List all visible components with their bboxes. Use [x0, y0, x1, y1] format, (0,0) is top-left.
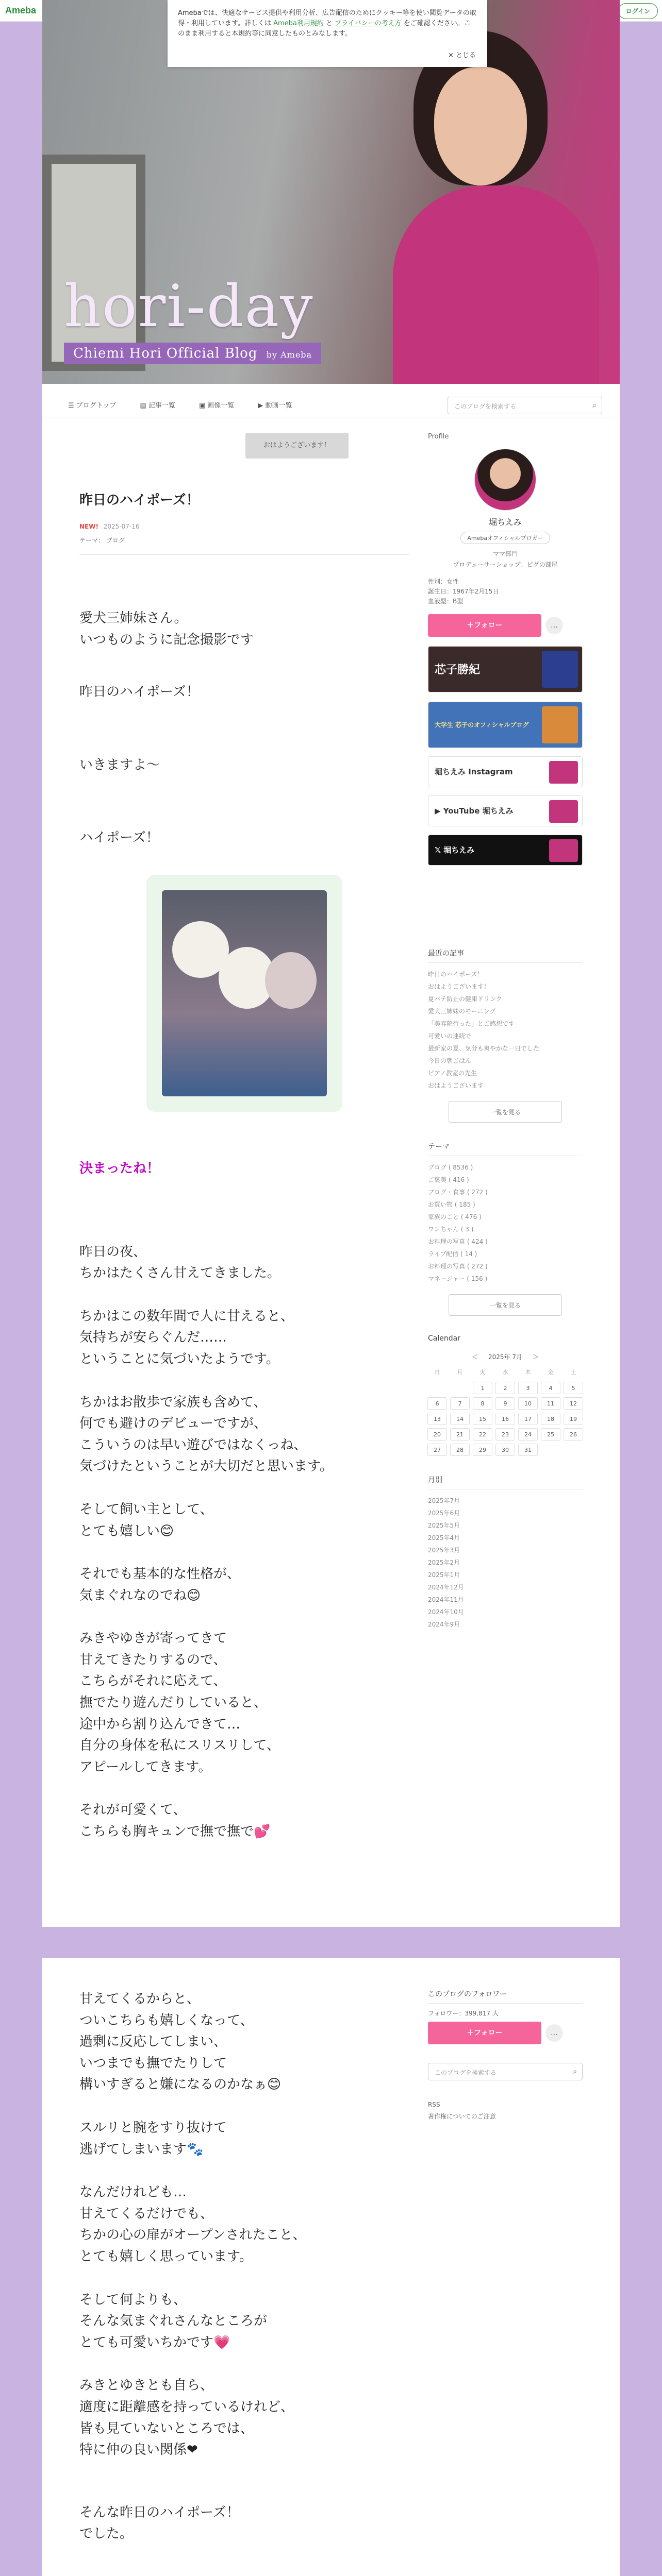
calendar-day[interactable]: 12: [564, 1397, 583, 1410]
terms-link[interactable]: Ameba利用規約: [273, 20, 324, 28]
sidebar-banner-instagram[interactable]: 堀ちえみ Instagram: [428, 756, 583, 787]
entry-paragraph: そして何よりも、 そんな気まぐれさんなところが とても可愛いちかです💗: [79, 2292, 268, 2350]
theme-link[interactable]: ブログ ( 8536 ): [428, 1163, 473, 1171]
calendar-day[interactable]: 2: [495, 1382, 515, 1394]
theme-link[interactable]: 家族のこと ( 476 ): [428, 1213, 482, 1221]
entry-paragraph: そんな昨日のハイポーズ！ でした。: [79, 2504, 240, 2542]
blog-title[interactable]: hori-day: [64, 273, 314, 340]
archive-link[interactable]: 2024年12月: [428, 1583, 464, 1591]
theme-section: [428, 1141, 583, 1316]
calendar-weekday: 木: [525, 1368, 531, 1376]
calendar-weekday: 土: [570, 1368, 576, 1376]
entry-paragraph: 甘えてくるからと、 ついこちらも嬉しくなって、 過剰に反応してしまい、 いつまでも撫でたりして 構いすぎると嫌になるのかなぁ😊: [79, 1991, 282, 2093]
calendar-day[interactable]: 29: [473, 1444, 492, 1456]
archive-section: [428, 1475, 583, 1631]
entry-list-link[interactable]: ▤ 記事一覧: [140, 402, 175, 410]
entry-body-continued: [79, 1989, 409, 2545]
recent-entry-link[interactable]: 愛犬三姉妹のモーニング: [428, 1007, 496, 1015]
calendar-day[interactable]: 4: [541, 1382, 560, 1394]
entry-paragraph: いきますよ〜: [79, 757, 160, 773]
calendar-day[interactable]: 23: [495, 1428, 515, 1440]
recent-entry-link[interactable]: 今日の朝ごはん: [428, 1057, 472, 1064]
calendar-day[interactable]: 10: [518, 1397, 538, 1410]
entry-paragraph: 昨日の夜、 ちかはたくさん甘えてきました。: [79, 1244, 281, 1281]
entry-paragraph: それでも基本的な性格が、 気まぐれなのでね😊: [79, 1566, 241, 1603]
calendar-day[interactable]: 30: [495, 1444, 515, 1456]
calendar-day[interactable]: 20: [427, 1428, 447, 1440]
entry-paragraph: ハイポーズ！: [79, 830, 159, 846]
privacy-link[interactable]: プライバシーの考え方: [335, 20, 402, 28]
entry-highlight: 決まったね！: [79, 1160, 160, 1176]
theme-link[interactable]: マネージャー ( 156 ): [428, 1275, 488, 1282]
calendar-day[interactable]: 15: [473, 1413, 492, 1425]
recent-entry-link[interactable]: ピアノ教室の先生: [428, 1069, 477, 1077]
entry-paragraph: それが可愛くて、 こちらも胸キュンで撫で撫で💕: [79, 1802, 271, 1840]
recent-entry-link[interactable]: おはようございます！: [428, 982, 490, 990]
image-list-link[interactable]: ▣ 画像一覧: [198, 402, 235, 410]
sidebar-banner-x[interactable]: 𝕏 堀ちえみ: [428, 835, 583, 866]
entry-paragraph: みきとゆきとも自ら、 適度に距離感を持っているけれど、 皆も見ていないところでは、 特に仲の良い関係❤: [79, 2378, 294, 2458]
calendar-day[interactable]: 7: [450, 1397, 470, 1410]
calendar-grid: [428, 1366, 583, 1456]
profile-category: ママ部門: [492, 550, 518, 557]
calendar-day[interactable]: 21: [450, 1428, 470, 1440]
calendar-day[interactable]: 24: [518, 1428, 538, 1440]
calendar-day[interactable]: 31: [518, 1444, 538, 1456]
sidebar-search-input[interactable]: このブログを検索する ⌕: [428, 2063, 583, 2080]
profile-heading: Profile: [428, 433, 449, 440]
entry-body: [79, 608, 409, 1843]
avatar[interactable]: [474, 449, 536, 511]
calendar-day[interactable]: 26: [564, 1428, 583, 1440]
recent-entry-link[interactable]: 夏バテ防止の健康ドリンク: [428, 995, 502, 1003]
entry-paragraph: ちかはお散歩で家族も含めて、 何でも避けのデビューですが、 こういうのは早い遊びではなくっね、 気づけたということが大切だと思います。: [79, 1394, 333, 1475]
blog-top-link[interactable]: ☰ ブログトップ: [68, 402, 117, 410]
theme-link[interactable]: ブログ: [106, 537, 125, 544]
entry-paragraph: ちかはこの数年間で人に甘えると、 気持ちが安らぐんだ…… ということに気づいたようです。: [79, 1308, 294, 1367]
calendar-weekday: 金: [548, 1368, 554, 1376]
archive-link[interactable]: 2025年1月: [428, 1571, 460, 1579]
calendar-day[interactable]: 3: [518, 1382, 538, 1394]
archive-link[interactable]: 2025年5月: [428, 1521, 460, 1529]
blog-page-continued: [42, 1958, 620, 2576]
calendar-day: [427, 1382, 447, 1394]
greeting-badge[interactable]: おはようございます！: [245, 433, 349, 459]
new-badge: NEW!: [79, 523, 98, 530]
calendar-section: [428, 1334, 583, 1456]
theme-link[interactable]: お料理の写真 ( 424 ): [428, 1238, 488, 1245]
calendar-day[interactable]: 17: [518, 1413, 538, 1425]
calendar-day[interactable]: 22: [473, 1428, 492, 1440]
blog-page-top: [42, 0, 620, 1927]
official-blogger-badge: Amebaオフィシャルブロガー: [460, 532, 550, 544]
recent-entry-link[interactable]: 最新家の夏、気分も爽やかな一日でした: [428, 1044, 540, 1052]
recent-heading: 最近の記事: [428, 948, 583, 963]
entry-meta: [79, 523, 140, 530]
recent-entry-link[interactable]: 「美容院行った」とご感想です: [428, 1020, 515, 1027]
theme-link[interactable]: ご褒美 ( 416 ): [428, 1176, 469, 1183]
calendar-day[interactable]: 28: [450, 1444, 470, 1456]
archive-link[interactable]: 2025年3月: [428, 1546, 460, 1554]
theme-heading: テーマ: [428, 1141, 583, 1156]
rss-link[interactable]: RSS: [428, 2101, 440, 2108]
calendar-day: [450, 1382, 470, 1394]
archive-link[interactable]: 2025年2月: [428, 1558, 460, 1566]
recent-entry-link[interactable]: おはようございます: [428, 1081, 484, 1089]
entry-paragraph: スルリと腕をすり抜けて 逃げてしまいます🐾: [79, 2120, 227, 2157]
profile-name[interactable]: 堀ちえみ: [488, 517, 522, 527]
followers-heading: このブログのフォロワー: [428, 1989, 583, 2004]
entry-date: 2025-07-16: [103, 523, 140, 530]
blog-subtitle: Chiemi Hori Official Blog by Ameba: [64, 343, 321, 364]
calendar-day[interactable]: 13: [427, 1413, 447, 1425]
profile-card: [428, 433, 583, 637]
calendar-prev-icon[interactable]: ＜: [471, 1353, 478, 1361]
calendar-day[interactable]: 25: [541, 1428, 560, 1440]
theme-link[interactable]: ブログ・食事 ( 272 ): [428, 1188, 488, 1196]
entry-paragraph: 愛犬三姉妹さん。 いつものように記念撮影です: [79, 611, 254, 648]
followers-count: フォロワー：399,817 人: [428, 2010, 499, 2017]
ameba-logo[interactable]: Ameba: [5, 5, 37, 15]
recent-entry-link[interactable]: 昨日のハイポーズ！: [428, 970, 484, 978]
theme-list-button[interactable]: 一覧を見る: [449, 1294, 562, 1316]
calendar-month: 2025年 7月: [488, 1353, 522, 1361]
theme-link[interactable]: ワンちゃん ( 3 ): [428, 1225, 474, 1233]
entry-paragraph: 昨日のハイポーズ！: [79, 684, 200, 700]
recent-entries: [428, 948, 583, 1123]
calendar-day[interactable]: 16: [495, 1413, 515, 1425]
archive-link[interactable]: 2024年9月: [428, 1620, 460, 1628]
follow-button[interactable]: ＋フォロー: [428, 614, 541, 637]
calendar-day[interactable]: 11: [541, 1397, 560, 1410]
archive-link[interactable]: 2024年10月: [428, 1608, 464, 1616]
sidebar-banner-youtube[interactable]: ▶ YouTube 堀ちえみ: [428, 795, 583, 826]
calendar-day[interactable]: 19: [564, 1413, 583, 1425]
calendar-heading: Calendar: [428, 1334, 583, 1347]
theme-link[interactable]: お買い物 ( 185 ): [428, 1200, 475, 1208]
profile-info: 性別：女性 誕生日：1967年2月15日 血液型：B型: [428, 578, 499, 605]
archive-heading: 月別: [428, 1475, 583, 1489]
sidebar: [428, 433, 583, 1631]
entry-paragraph: そして飼い主として、 とても嬉しい😊: [79, 1501, 213, 1539]
entry-title[interactable]: 昨日のハイポーズ！: [79, 493, 200, 508]
theme-link[interactable]: ライブ配信 ( 14 ): [428, 1250, 477, 1258]
sidebar-banner-official-blog[interactable]: 大学生 芯子のオフィシャルブログ: [428, 702, 583, 748]
entry-paragraph: なんだけれども… 甘えてくるだけでも、 ちかの心の扉がオープンされたこと、 とても嬉しく思っています。: [79, 2184, 306, 2264]
header-portrait: [372, 31, 599, 384]
divider: [79, 554, 409, 555]
profile-category-detail[interactable]: プロデューサーショップ：ピグの部屋: [453, 561, 558, 568]
login-button[interactable]: ログイン: [618, 3, 658, 19]
blog-nav: [42, 392, 620, 417]
sidebar-links: [428, 2099, 583, 2123]
search-icon[interactable]: ⌕: [592, 401, 597, 410]
calendar-day[interactable]: 14: [450, 1413, 470, 1425]
archive-link[interactable]: 2025年7月: [428, 1497, 460, 1504]
calendar-day[interactable]: 8: [473, 1397, 492, 1410]
cookie-notice: Amebaでは、快適なサービス提供や利用分析、広告配信のためにクッキー等を使い閲覧データの取得・利用しています。詳しくは Ameba利用規約 と プライバシーの考え方 をご確認ください。このまま利用すると本規約等に同意したものとみなします。 × とじる: [168, 0, 487, 67]
calendar-day[interactable]: 9: [495, 1397, 515, 1410]
copyright-link[interactable]: 著作権についてのご注意: [428, 2112, 496, 2120]
sidebar-continued: [428, 1989, 583, 2123]
entry-theme: テーマ： ブログ: [79, 537, 125, 544]
dogs-photo[interactable]: [146, 875, 342, 1112]
archive-link[interactable]: 2025年4月: [428, 1534, 460, 1541]
calendar-weekday: 水: [502, 1368, 508, 1376]
archive-link[interactable]: 2024年11月: [428, 1596, 464, 1603]
archive-link[interactable]: 2025年6月: [428, 1509, 460, 1517]
sidebar-banner-book[interactable]: 芯子勝紀: [428, 646, 583, 692]
calendar-day[interactable]: 27: [427, 1444, 447, 1456]
calendar-weekday: 日: [434, 1368, 440, 1376]
theme-link[interactable]: お料理の写真 ( 272 ): [428, 1262, 488, 1270]
more-button-2[interactable]: …: [545, 2024, 563, 2042]
calendar-day[interactable]: 5: [564, 1382, 583, 1394]
calendar-weekday: 月: [457, 1368, 463, 1376]
video-list-link[interactable]: ▶ 動画一覧: [258, 402, 292, 410]
calendar-day[interactable]: 18: [541, 1413, 560, 1425]
recent-list-button[interactable]: 一覧を見る: [449, 1101, 562, 1123]
calendar-weekday: 火: [479, 1368, 486, 1376]
close-notice-button[interactable]: × とじる: [448, 51, 476, 59]
recent-entry-link[interactable]: 可愛いの連続で: [428, 1032, 472, 1040]
calendar-day[interactable]: 1: [473, 1382, 492, 1394]
follow-button-2[interactable]: ＋フォロー: [428, 2022, 541, 2044]
calendar-day[interactable]: 6: [427, 1397, 447, 1410]
more-button[interactable]: …: [545, 617, 563, 634]
calendar-next-icon[interactable]: ＞: [533, 1353, 539, 1361]
entry-paragraph: みきやゆきが寄ってきて 甘えてきたりするので、 こちらがそれに応えて、 撫でたり遊んだりしていると、 途中から割り込んできて… 自分の身体を私にスリスリして、 アピールしてきます。: [79, 1631, 280, 1775]
blog-search-input[interactable]: このブログを検索する ⌕: [448, 397, 602, 414]
search-icon[interactable]: ⌕: [573, 2067, 577, 2076]
